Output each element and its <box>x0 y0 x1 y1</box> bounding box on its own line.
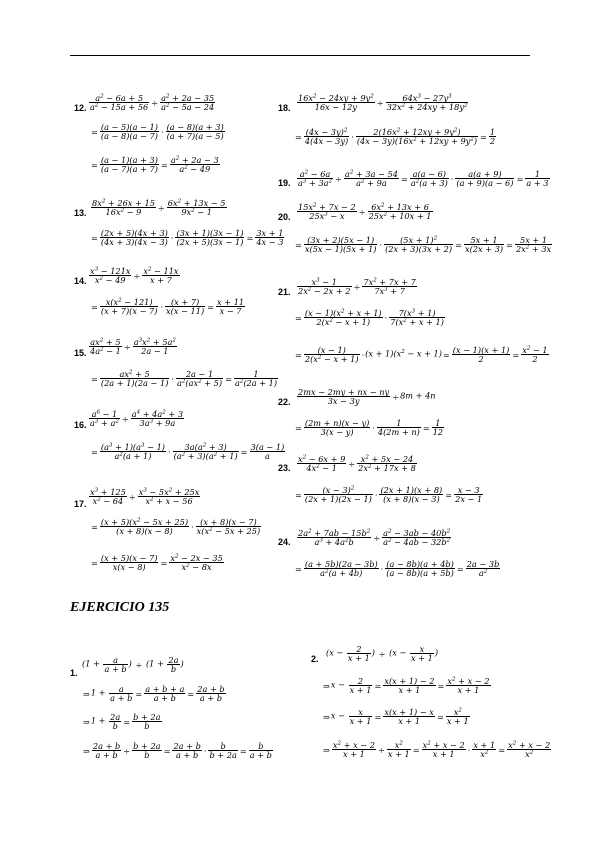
math-expression: = $\frac{(x - 1)(x^2 + x + 1)}{2(x^2 - x + 1)}$ · $\frac{7(x^3 + 1)}{7(x^2 + x + 1)}$ <box>295 308 444 328</box>
math-expression: $\frac{x^2 - 6x + 9}{4x^2 - 1}$ ÷ $\frac{x^2 + 5x - 24}{2x^2 + 17x + 8}$ <box>298 454 416 474</box>
math-expression: ⇒x − $\frac{x}{x + 1}$ = $\frac{x(x + 1) - x}{x + 1}$ = $\frac{x^2}{x + 1}$ <box>323 707 469 727</box>
math-expression: (1 + $\frac{a}{a + b}$ ) ÷ (1 + $\frac{2a}{b}$ ) <box>82 655 184 675</box>
problem-number: 18. <box>278 103 291 113</box>
math-expression: = $\frac{(2x + 5)(4x + 3)}{(4x + 3)(4x - 3)}$ · $\frac{(3x + 1)(3x - 1)}{(2x + 5)(3x - 1)}$ = $\frac{3x + 1}{4x - 3}$ <box>91 228 284 248</box>
problem-number: 2. <box>311 654 319 664</box>
header-rule <box>70 55 530 56</box>
math-expression: = $\frac{(a - 1)(a + 3)}{(a - 7)(a + 7)}$ = $\frac{a^2 + 2a - 3}{a^2 - 49}$ <box>91 155 219 175</box>
math-expression: = $\frac{(3x + 2)(5x - 1)}{x(5x - 1)(5x + 1)}$ · $\frac{(5x + 1)^2}{(2x + 3)(3x + 2)}$ = $\frac{5x + 1}{x(2x + 3)}$ = $\frac{5x + 1}{2x^2 + 3x}$ <box>295 235 552 255</box>
math-expression: = $\frac{(x + 5)(x^2 - 5x + 25)}{(x + 8)(x - 8)}$ · $\frac{(x + 8)(x - 7)}{x(x^2 - 5x + 25)}$ <box>91 517 261 537</box>
math-expression: ⇒1 + $\frac{a}{a + b}$ = $\frac{a + b + a}{a + b}$ = $\frac{2a + b}{a + b}$ <box>83 684 225 704</box>
math-expression: $\frac{a^2 - 6a + 5}{a^2 - 15a + 56}$ ÷ $\frac{a^2 + 2a - 35}{a^2 - 5a - 24}$ <box>90 93 215 113</box>
math-expression: = $\frac{(x - 3)^2}{(2x + 1)(2x - 1)}$ · $\frac{(2x + 1)(x + 8)}{(x + 8)(x - 3)}$ = $\frac{x - 3}{2x - 1}$ <box>295 485 483 505</box>
problem-number: 19. <box>278 178 291 188</box>
math-expression: ⇒x − $\frac{2}{x + 1}$ = $\frac{x(x + 1) - 2}{x + 1}$ = $\frac{x^2 + x - 2}{x + 1}$ <box>323 676 490 696</box>
math-expression: = $\frac{(4x - 3y)^2}{4(4x - 3y)}$ · $\frac{2(16x^2 + 12xy + 9y^2)}{(4x - 3y)(16x^2 + 12xy + 9y^2)}$ = $\frac{1}{2}$ <box>295 127 496 147</box>
math-expression: = $\frac{(a - 5)(a - 1)}{(a - 8)(a - 7)}$ · $\frac{(a - 8)(a + 3)}{(a + 7)(a - 5)}$ <box>91 122 224 142</box>
problem-number: 24. <box>278 537 291 547</box>
math-expression: = $\frac{ax^2 + 5}{(2a + 1)(2a - 1)}$ · $\frac{2a - 1}{a^2(ax^2 + 5)}$ = $\frac{1}{a^2(2a + 1)}$ <box>91 369 278 389</box>
math-expression: = $\frac{(x + 5)(x - 7)}{x(x - 8)}$ = $\frac{x^2 - 2x - 35}{x^2 - 8x}$ <box>91 553 223 573</box>
problem-number: 14. <box>74 276 87 286</box>
math-expression: (x − $\frac{2}{x + 1}$ ) ÷ (x − $\frac{x}{x + 1}$ ) <box>326 644 439 664</box>
section-title: EJERCICIO 135 <box>70 600 170 615</box>
math-expression: $\frac{x^3 + 125}{x^2 - 64}$ ÷ $\frac{x^3 - 5x^2 + 25x}{x^2 + x - 56}$ <box>90 487 200 507</box>
math-expression: ⇒ $\frac{x^2 + x - 2}{x + 1}$ ÷ $\frac{x^2}{x + 1}$ = $\frac{x^2 + x - 2}{x + 1}$ · $\frac{x + 1}{x^2}$ = $\frac{x^2 + x - 2}{x^2}$ <box>323 740 551 760</box>
problem-number: 20. <box>278 212 291 222</box>
math-expression: ⇒1 + $\frac{2a}{b}$ = $\frac{b + 2a}{b}$ <box>83 712 161 732</box>
math-expression: $\frac{a^6 - 1}{a^3 + a^2}$ ÷ $\frac{a^4 + 4a^2 + 3}{3a^3 + 9a}$ <box>90 409 184 429</box>
math-expression: $\frac{ax^2 + 5}{4a^2 - 1}$ ÷ $\frac{a^3x^2 + 5a^2}{2a - 1}$ <box>90 337 176 357</box>
math-expression: = $\frac{(x - 1)}{2(x^2 - x + 1)}$ $\cdot(x + 1)(x^2 - x + 1)=$ $\frac{(x - 1)(x + 1)}{2}$ = $\frac{x^2 - 1}{2}$ <box>295 345 548 365</box>
math-expression: = $\frac{x(x^2 - 121)}{(x + 7)(x - 7)}$ · $\frac{(x + 7)}{x(x - 11)}$ = $\frac{x + 11}{x - 7}$ <box>91 297 245 317</box>
problem-number: 1. <box>70 668 78 678</box>
problem-number: 12. <box>74 103 87 113</box>
math-expression: $\frac{x^3 - 1}{2x^2 - 2x + 2}$ ÷ $\frac{7x^2 + 7x + 7}{7x^3 + 7}$ <box>298 277 416 297</box>
math-expression: $\frac{2mx - 2my + nx - ny}{3x - 3y}$ ÷8m + 4n <box>298 387 436 407</box>
math-expression: $\frac{15x^2 + 7x - 2}{25x^3 - x}$ ÷ $\frac{6x^2 + 13x + 6}{25x^2 + 10x + 1}$ <box>298 202 432 222</box>
problem-number: 16. <box>74 420 87 430</box>
math-expression: $\frac{x^3 - 121x}{x^2 - 49}$ ÷ $\frac{x^2 - 11x}{x + 7}$ <box>90 266 179 286</box>
math-expression: $\frac{16x^2 - 24xy + 9y^2}{16x - 12y}$ ÷ $\frac{64x^3 - 27y^3}{32x^2 + 24xy + 18y^2}$ <box>298 93 468 113</box>
math-expression: ⇒ $\frac{2a + b}{a + b}$ ÷ $\frac{b + 2a}{b}$ = $\frac{2a + b}{a + b}$ · $\frac{b}{b + 2a}$ = $\frac{b}{a + b}$ <box>83 741 272 761</box>
math-expression: $\frac{2a^2 + 7ab - 15b^2}{a^3 + 4a^2b}$ ÷ $\frac{a^2 - 3ab - 40b^2}{a^2 - 4ab - 32b^2}$ <box>298 528 451 548</box>
math-expression: $\frac{8x^2 + 26x + 15}{16x^2 - 9}$ ÷ $\frac{6x^2 + 13x - 5}{9x^2 - 1}$ <box>92 198 226 218</box>
problem-number: 22. <box>278 397 291 407</box>
math-expression: = $\frac{(a^3 + 1)(a^3 - 1)}{a^2(a + 1)}$ · $\frac{3a(a^2 + 3)}{(a^2 + 3)(a^2 + 1)}$ = $\frac{3(a - 1)}{a}$ <box>91 442 285 462</box>
problem-number: 21. <box>278 287 291 297</box>
problem-number: 23. <box>278 463 291 473</box>
problem-number: 17. <box>74 499 87 509</box>
problem-number: 15. <box>74 348 87 358</box>
math-expression: = $\frac{(2m + n)(x - y)}{3(x - y)}$ · $\frac{1}{4(2m + n)}$ = $\frac{1}{12}$ <box>295 418 444 438</box>
problem-number: 13. <box>74 208 87 218</box>
math-expression: = $\frac{(a + 5b)(2a - 3b)}{a^2(a + 4b)}$ · $\frac{(a - 8b)(a + 4b)}{(a - 8b)(a + 5b)}$ = $\frac{2a - 3b}{a^2}$ <box>295 559 500 579</box>
math-expression: $\frac{a^2 - 6a}{a^3 + 3a^2}$ ÷ $\frac{a^2 + 3a - 54}{a^2 + 9a}$ = $\frac{a(a - 6)}{a^2(a + 3)}$ · $\frac{a(a + 9)}{(a + 9)(a - 6)}$ = $\frac{1}{a + 3}$ <box>298 169 549 189</box>
